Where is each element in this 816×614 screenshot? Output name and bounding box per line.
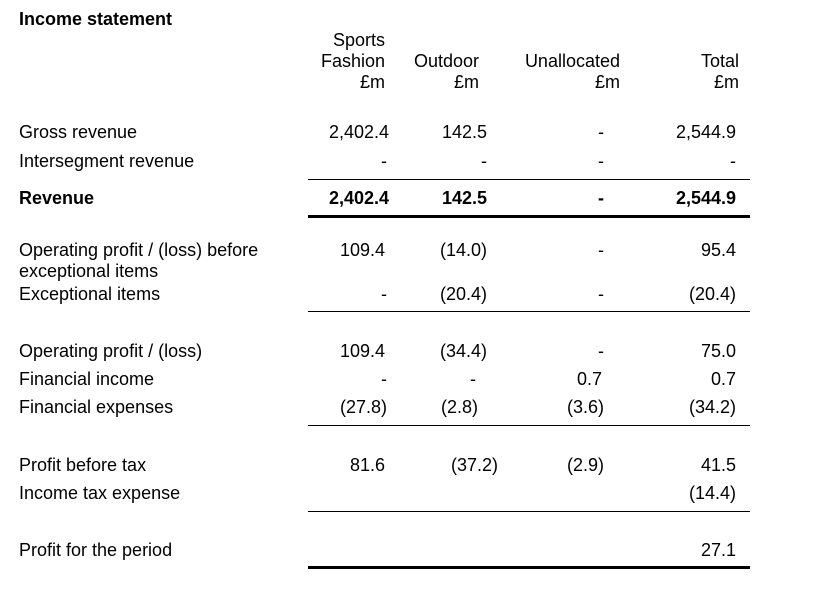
cell-unallocated: 0.7 (576, 369, 602, 389)
row-label-financial-income: Financial income (19, 369, 155, 389)
cell-outdoor: 142.5 (441, 188, 487, 208)
cell-total: (34.2) (688, 397, 736, 417)
row-label-income-tax-expense: Income tax expense (19, 483, 181, 503)
divider-rule-thick (308, 215, 750, 218)
column-header-sports-fashion (321, 30, 385, 93)
cell-total: 41.5 (700, 455, 736, 475)
cell-total: 27.1 (700, 540, 736, 560)
cell-unallocated: - (598, 151, 604, 171)
page-title: Income statement (19, 9, 173, 29)
row-label-intersegment-revenue: Intersegment revenue (19, 151, 195, 171)
cell-unallocated: - (598, 122, 604, 142)
cell-outdoor: 142.5 (441, 122, 487, 142)
row-label-exceptional-items: Exceptional items (19, 284, 161, 304)
cell-sports-fashion: - (381, 369, 387, 389)
column-header-line: Sports (332, 30, 385, 50)
cell-sports-fashion: - (381, 284, 387, 304)
cell-unallocated: (2.9) (566, 455, 604, 475)
cell-sports-fashion: 109.4 (339, 240, 385, 260)
cell-unallocated: (3.6) (566, 397, 604, 417)
divider-rule (308, 425, 750, 426)
cell-unallocated: - (598, 284, 604, 304)
cell-outdoor: - (470, 369, 476, 389)
cell-total: 2,544.9 (675, 188, 736, 208)
cell-total: - (730, 151, 736, 171)
column-header-line: Fashion (320, 51, 385, 71)
column-header-line: Total (700, 51, 739, 71)
cell-outdoor: - (481, 151, 487, 171)
divider-rule (308, 311, 750, 312)
cell-outdoor: (2.8) (440, 397, 478, 417)
cell-sports-fashion: 2,402.4 (328, 122, 389, 142)
column-header-line: Unallocated (524, 51, 620, 71)
cell-total: 95.4 (700, 240, 736, 260)
cell-total: (14.4) (688, 483, 736, 503)
column-header-unit: £m (594, 72, 620, 92)
row-label-gross-revenue: Gross revenue (19, 122, 138, 142)
row-label-operating-profit-before-exceptional (19, 240, 258, 282)
cell-sports-fashion: 81.6 (349, 455, 385, 475)
row-label-line: Operating profit / (loss) before (19, 240, 259, 260)
cell-outdoor: (37.2) (450, 455, 498, 475)
column-header-unit: £m (453, 72, 479, 92)
row-label-financial-expenses: Financial expenses (19, 397, 174, 417)
column-header-outdoor (414, 51, 479, 93)
cell-unallocated: - (598, 341, 604, 361)
cell-sports-fashion: - (381, 151, 387, 171)
row-label-profit-before-tax: Profit before tax (19, 455, 147, 475)
cell-outdoor: (20.4) (439, 284, 487, 304)
column-header-unit: £m (359, 72, 385, 92)
cell-unallocated: - (598, 240, 604, 260)
cell-outdoor: (34.4) (439, 341, 487, 361)
cell-sports-fashion: 109.4 (339, 341, 385, 361)
column-header-unit: £m (713, 72, 739, 92)
cell-total: 0.7 (710, 369, 736, 389)
divider-rule (308, 179, 750, 180)
cell-sports-fashion: (27.8) (339, 397, 387, 417)
cell-sports-fashion: 2,402.4 (328, 188, 389, 208)
row-label-operating-profit: Operating profit / (loss) (19, 341, 203, 361)
column-header-line: Outdoor (413, 51, 479, 71)
row-label-revenue: Revenue (19, 188, 95, 208)
cell-outdoor: (14.0) (439, 240, 487, 260)
cell-total: 75.0 (700, 341, 736, 361)
cell-total: (20.4) (688, 284, 736, 304)
row-label-line: exceptional items (19, 261, 159, 281)
divider-rule (308, 511, 750, 512)
row-label-profit-for-the-period: Profit for the period (19, 540, 173, 560)
divider-rule-thick (308, 566, 750, 569)
column-header-unallocated (525, 51, 620, 93)
column-header-total (701, 51, 739, 93)
cell-total: 2,544.9 (675, 122, 736, 142)
cell-unallocated: - (598, 188, 604, 208)
